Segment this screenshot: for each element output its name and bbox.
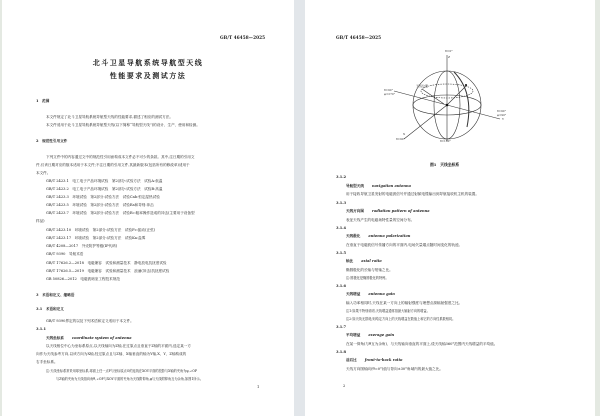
definition: 椭圆极化的长轴与短轴之比。 [346, 268, 393, 272]
term-number: 3.1.8 [336, 350, 347, 354]
term-en: average gain [368, 333, 395, 337]
reference-item: GB/T 2423.3 环境试验 第2部分:试验方法 试验Cab:恒定湿热试验 [46, 195, 160, 199]
term-zh: 平均增益 [346, 333, 361, 337]
paragraph: GB/T 9390界定的以及下列术语和定义适用于本文件。 [46, 319, 134, 323]
page-number: 1 [257, 385, 260, 389]
term-en: antenna polarization [368, 234, 411, 238]
label-left-theta: θ=90° [384, 88, 393, 92]
reference-item: GB/T 2423.5 环境试验 第2部分:试验方法 试验Ea和导则:冲击 [46, 203, 154, 207]
reference-item: 样品) [36, 219, 45, 223]
term-zh: 天线方向图 [346, 209, 364, 213]
label-y-axis: Y [502, 117, 504, 121]
definition: 以天线相位中心为坐标系原点,以天线轴向为Z轴,在过原点且垂直于Z轴的平面内,选定某一方 [46, 344, 191, 348]
section-heading: 1 范围 [36, 99, 50, 103]
label-bottomleft-theta: θ=90° [396, 137, 405, 141]
reference-item: GB 50826—2012 电磁波暗室工程技术规范 [46, 277, 120, 281]
term-en: coordinate system of antenna [71, 336, 132, 340]
term-en: radiation pattern of antenna [371, 209, 430, 213]
reference-item: GB/T 2423.7 环境试验 第2部分:试验方法 试验Ec:粗率操作造成的冲击(主要用于设备型 [46, 211, 195, 215]
term-title [346, 333, 394, 337]
term-en: axial ratio [361, 259, 382, 263]
term-number: 3.1.1 [36, 327, 47, 331]
term-title [46, 336, 132, 340]
note: 与Z轴的夹角为天线指向角θ,∠OP与XOY平面的夹角为天线附仰角,φ与天线附仰角互为余角,如图1所示。 [56, 377, 203, 381]
definition: 向作为天线参考方向,以该方向为X轴,经过原点且与Z轴、X轴垂直的轴为Y轴,X、Y、Z轴构成的 [36, 352, 187, 356]
term-en: front-to-back ratio [364, 358, 403, 362]
reference-item: GB/T 4208—2017 外壳防护等级(IP代码) [46, 244, 118, 248]
term-title [346, 358, 402, 362]
label-right-theta: θ=90° [497, 109, 506, 113]
reference-item: GB/T 2423.10 环境试验 第2部分:试验方法 试验Fc:振动(正弦) [46, 228, 156, 232]
term-title [346, 209, 430, 213]
document-page-1 [2, 0, 294, 416]
reference-item: GB/T 17626.5—2019 电磁兼容 试验和测量技术 浪涌(冲击)抗扰度试验 [46, 269, 170, 273]
note: 注2:如天线无损耗,则给定方向上的天线增益在数值上和它的方向性系数相同。 [346, 317, 456, 321]
label-right-phi: φ=90° [497, 113, 507, 117]
paragraph: 本文件规定了北斗卫星导航系统导航型天线的性能要求,描述了相应的测试方法。 [46, 115, 173, 119]
definition: 右手坐标系。 [36, 360, 58, 364]
note: 注:圆极化是椭圆极化的特例。 [346, 276, 389, 280]
term-number: 3.1.5 [336, 251, 347, 255]
term-number: 3.1.4 [336, 226, 347, 230]
page-gap [294, 0, 305, 416]
standard-number: GB/T 46458—2025 [336, 35, 382, 40]
definition: 输入功率相同时,天线在某一方向上的辐射强度与理想点源辐射强度之比。 [346, 301, 463, 305]
term-en: navigation antenna [371, 184, 411, 188]
term-zh: 轴比 [346, 259, 354, 263]
document-title-line1: 北斗卫星导航系统导航型天线 [92, 58, 204, 67]
section-heading: 3 术语和定义、缩略语 [36, 293, 75, 297]
sphere-diagram [382, 47, 512, 142]
term-number: 3.1.3 [336, 201, 347, 205]
figure-caption: 图1 天线坐标系 [430, 162, 460, 167]
definition: 在某一仰角(与θ互为余角)、与天线轴向垂直的平面上,绕天线轴360°范围内天线增益的平均值。 [346, 342, 498, 346]
reference-item: GB/T 2423.1 电工电子产品环境试验 第2部分:试验方法 试验A:低温 [46, 179, 163, 183]
label-theta-0: θ=0° [445, 49, 453, 53]
paragraph: 本文件。 [36, 171, 51, 175]
label-antenna-position: 天线位置 [416, 84, 429, 88]
term-title [346, 259, 382, 263]
term-zh: 天线增益 [346, 292, 361, 296]
label-z-axis: Z [448, 55, 451, 59]
term-zh: 天线极化 [346, 234, 361, 238]
label-theta-180: θ=180° [440, 139, 451, 142]
definition: 表征天线产生的电磁场特性量的空间分布。 [346, 218, 415, 222]
paragraph: 件,仅该日期对应的版本适用于本文件;不注日期的引用文件,其最新版本(包括所有的修改单)适用于 [36, 163, 190, 167]
note: 注:天线坐标系常采用球坐标系,球面上任一点P与坐标原点O的连线在XOY平面的投影与X轴的夹角为φ,∠OP [46, 369, 198, 373]
term-number: 3.1.6 [336, 284, 347, 288]
reference-item: GB/T 2423.2 电工电子产品环境试验 第2部分:试验方法 试验B:高温 [46, 187, 163, 191]
term-title [346, 184, 411, 188]
label-x-axis: X [403, 132, 406, 136]
term-title [346, 234, 410, 238]
term-number: 3.1.7 [336, 325, 347, 329]
reference-item: GB/T 17626.2—2018 电磁兼容 试验和测量技术 静电放电抗扰度试验 [46, 261, 167, 265]
section-heading: 2 规范性引用文件 [36, 139, 68, 143]
standard-number: GB/T 46458—2025 [220, 35, 266, 40]
definition: 在垂直于电磁波信号传播方向的平面内,电场矢量端点随时间变化的轨迹。 [346, 243, 463, 247]
paragraph: 本文件适用于北斗卫星导航系统导航型天线(以下简称“导航型天线”)的设计、生产、使用和检测。 [46, 123, 200, 127]
term-en: antenna gain [368, 292, 395, 296]
term-zh: 前后比 [346, 358, 357, 362]
document-title-line2: 性能要求及测试方法 [109, 71, 187, 80]
note: 注1:如果不特别说明,天线增益通常指最大辐射方向的增益。 [346, 309, 430, 313]
reference-item: GB/T 2423.17 环境试验 第2部分:试验方法 试验Ka:盐雾 [46, 236, 146, 240]
term-zh: 导航型天线 [346, 184, 364, 188]
term-zh: 天线坐标系 [46, 336, 64, 340]
paragraph: 下列文件中的内容通过文中的规范性引用而构成本文件必不可少的条款。其中,注日期的引用文 [46, 155, 195, 159]
subsection-heading: 3.1 术语和定义 [36, 307, 64, 311]
reference-item: GB/T 9390 导航术语 [46, 252, 84, 256]
definition: 用于接收导航卫星发射的电磁波信号并通过射频电缆输出到导航接收机主机的装置。 [346, 192, 479, 196]
label-left-phi: φ=270° [384, 92, 396, 96]
definition: 天线方向图轴向(θ=0°)值与背向±30°角域内的最大值之比。 [346, 367, 443, 371]
page-number: 2 [343, 384, 346, 388]
term-number: 3.1.2 [336, 175, 347, 179]
term-title [346, 292, 395, 296]
antenna-coordinate-figure [382, 47, 512, 146]
